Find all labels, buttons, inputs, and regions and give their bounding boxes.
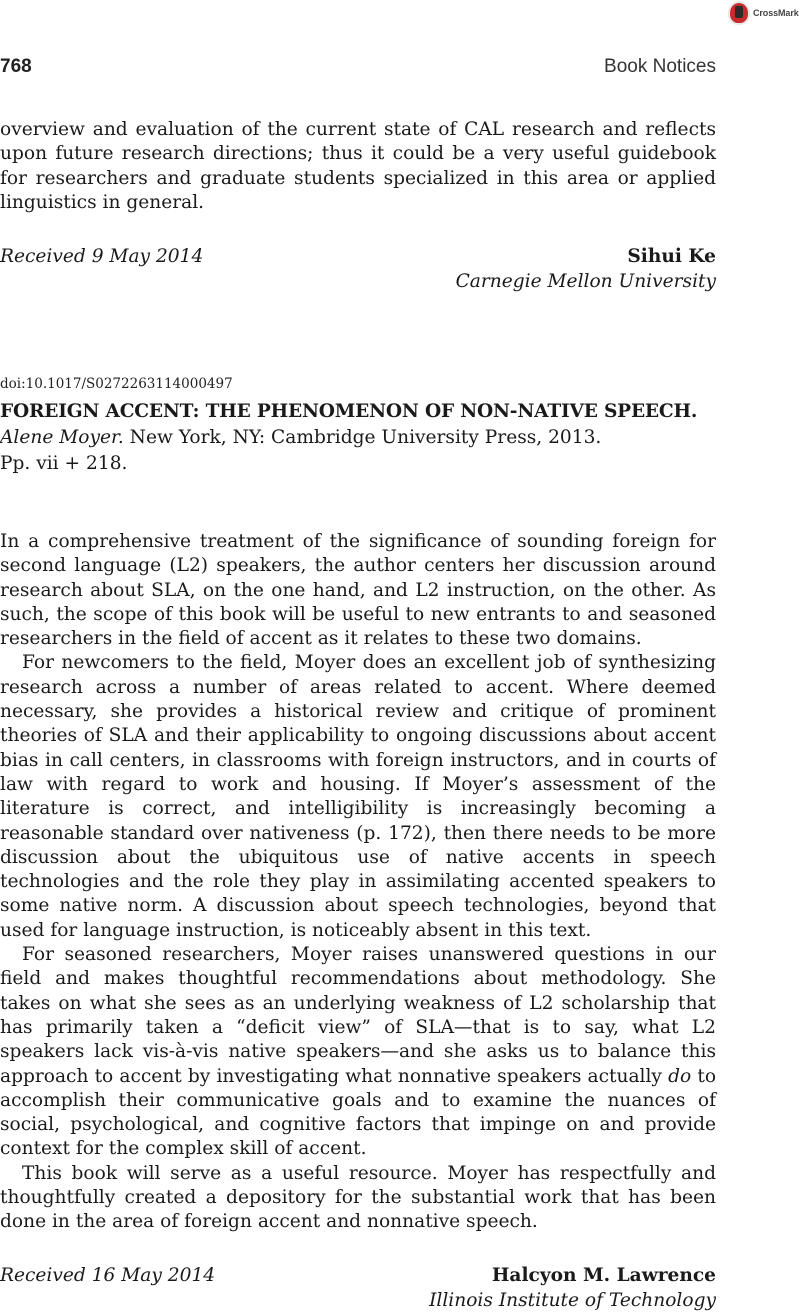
book-title: FOREIGN ACCENT: THE PHENOMENON OF NON-NATIVE SPEECH. (0, 401, 698, 422)
crossmark-icon (728, 1, 750, 25)
reviewer-name: Halcyon M. Lawrence (491, 1265, 716, 1286)
reviewer-affiliation: Carnegie Mellon University (455, 271, 716, 292)
paragraph-3-emphasis: do (668, 1065, 692, 1087)
doi-link[interactable]: doi:10.1017/S0272263114000497 (0, 376, 233, 392)
review-paragraph-2: For newcomers to the field, Moyer does an excellent job of synthesizing research across a number of areas related to accent. Where deemed necessary, she provides a historical review and critique of prominent theories of SLA and their applicability to ongoing discussions about accent bias in call centers, in classrooms with foreign instructors, and in courts of law with regard to work and housing. If Moyer’s assessment of the literature is correct, and intelligibility is increasingly becoming a reasonable standard over nativeness (p. 172), then there needs to be more discussion about the ubiquitous use of native accents in speech technologies and the role they play in assimilating accented speakers to some native norm. A discussion about speech technologies, beyond that used for language instruction, is noticeably absent in this text. (0, 652, 716, 941)
previous-review-paragraph: overview and evaluation of the current state of CAL research and reflects upon future research directions; thus it could be a very useful guidebook for researchers and graduate students specialized in this area or applied linguistics in general. (0, 119, 716, 213)
received-date: Received 16 May 2014 (0, 1265, 216, 1286)
paragraph-3-text-b: to accomplish their communicative goals and to examine the nuances of social, psychological, and cognitive factors that impinge on and provide context for the complex skill of accent. (0, 1065, 717, 1160)
received-date: Received 9 May 2014 (0, 246, 204, 267)
section-name: Book Notices (604, 56, 716, 77)
reviewer-name: Sihui Ke (627, 246, 716, 267)
crossmark-label: CrossMark (753, 8, 799, 18)
book-pages: Pp. vii + 218. (0, 453, 128, 474)
crossmark-badge[interactable] (728, 0, 799, 26)
paragraph-3-text-a: For seasoned researchers, Moyer raises unanswered questions in our field and makes thoughtful recommendations about methodology. She takes on what she sees as an underlying weakness of L2 scholarship that has primarily taken a “deficit view” of SLA—that is to say, what L2 speakers lack vis-à-vis native speakers—and she asks us to balance this approach to accent by investigating what nonnative speakers actually (0, 944, 716, 1087)
page-number: 768 (0, 56, 32, 77)
reviewer-affiliation: Illinois Institute of Technology (429, 1290, 716, 1311)
previous-review-text (0, 118, 716, 215)
book-publisher: New York, NY: Cambridge University Press, 2013. (123, 427, 602, 448)
book-publication (0, 425, 716, 451)
review-paragraph-4: This book will serve as a useful resource. Moyer has respectfully and thoughtfully created a depository for the substantial work that has been done in the area of foreign accent and nonnative speech. (0, 1162, 716, 1233)
review-body (0, 530, 716, 1235)
book-author: Alene Moyer. (0, 427, 124, 448)
book-citation (0, 398, 716, 477)
running-head (0, 56, 716, 86)
review-paragraph-1: In a comprehensive treatment of the significance of sounding foreign for second language (L2) speakers, the author centers her discussion around research about SLA, on the one hand, and L2 instruction, on the other. As such, the scope of this book will be useful to new entrants to and seasoned researchers in the field of accent as it relates to these two domains. (0, 531, 716, 650)
review-paragraph-3 (0, 943, 716, 1162)
